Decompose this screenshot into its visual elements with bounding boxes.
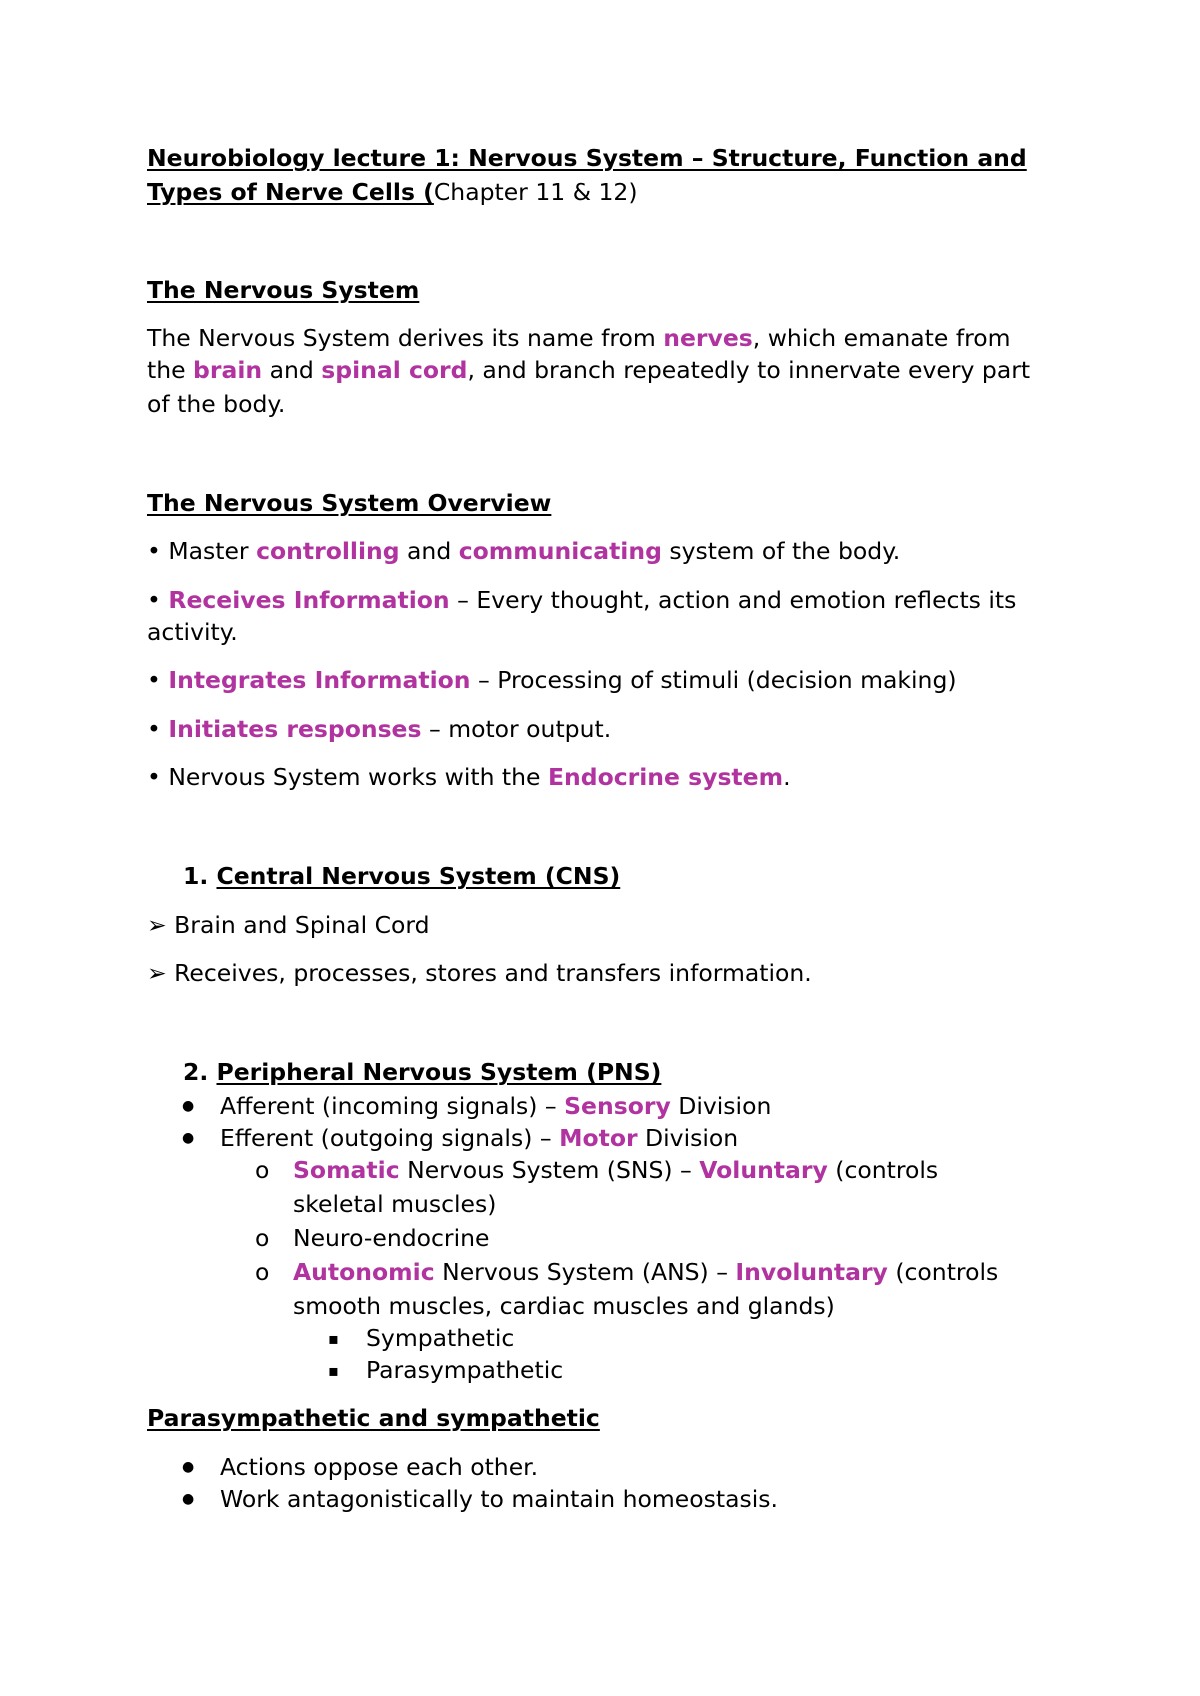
para-line-1 <box>147 322 1011 354</box>
heading-cns-text: Central Nervous System (CNS) <box>216 862 621 890</box>
text: Afferent (incoming signals) – <box>220 1092 565 1120</box>
para-sym-item-2: Work antagonistically to maintain homeostasis. <box>220 1485 778 1513</box>
text: and <box>262 356 322 384</box>
text: . <box>783 763 791 791</box>
text: The Nervous System derives its name from <box>147 324 664 352</box>
highlight-integrates-information: Integrates Information <box>168 666 471 694</box>
text: • Master <box>147 537 257 565</box>
para-line-3: of the body. <box>147 390 286 418</box>
highlight-nerves: nerves <box>663 324 753 352</box>
text: the <box>147 356 194 384</box>
overview-bullet-2 <box>147 584 1016 616</box>
pns-somatic-cont: skeletal muscles) <box>293 1190 497 1218</box>
bullet-dot-icon: ● <box>182 1098 195 1114</box>
pns-neuro-endocrine: Neuro-endocrine <box>293 1224 490 1252</box>
text: and <box>399 537 459 565</box>
overview-bullet-3 <box>147 664 957 696</box>
bullet-circle-icon: o <box>255 1224 270 1252</box>
text: • <box>147 666 169 694</box>
text: Nervous System (SNS) – <box>399 1156 700 1184</box>
highlight-autonomic: Autonomic <box>293 1258 435 1286</box>
text: • <box>147 715 169 743</box>
text: , and branch repeatedly to innervate every part <box>467 356 1031 384</box>
bullet-circle-icon: o <box>255 1258 270 1286</box>
heading-pns <box>183 1056 661 1088</box>
title-line-1: Neurobiology lecture 1: Nervous System – Structure, Function and <box>147 144 1027 172</box>
highlight-sensory: Sensory <box>564 1092 671 1120</box>
text: Division <box>670 1092 772 1120</box>
highlight-involuntary: Involuntary <box>735 1258 888 1286</box>
heading-para-sym: Parasympathetic and sympathetic <box>147 1404 600 1432</box>
highlight-communicating: communicating <box>458 537 662 565</box>
text: system of the body. <box>661 537 901 565</box>
highlight-somatic: Somatic <box>293 1156 400 1184</box>
highlight-voluntary: Voluntary <box>699 1156 828 1184</box>
highlight-receives-information: Receives Information <box>168 586 450 614</box>
text: (controls <box>827 1156 939 1184</box>
bullet-square-icon: ▪ <box>328 1329 339 1348</box>
highlight-controlling: controlling <box>256 537 400 565</box>
bullet-dot-icon: ● <box>182 1491 195 1507</box>
text: • Nervous System works with the <box>147 763 548 791</box>
highlight-endocrine-system: Endocrine system <box>547 763 784 791</box>
overview-bullet-4 <box>147 713 611 745</box>
pns-autonomic-cont: smooth muscles, cardiac muscles and glands) <box>293 1292 835 1320</box>
cns-item-1: ➢ Brain and Spinal Cord <box>147 911 430 939</box>
highlight-spinal-cord: spinal cord <box>321 356 468 384</box>
pns-autonomic <box>293 1256 998 1288</box>
title-chapter-ref: Chapter 11 & 12) <box>433 178 638 206</box>
bullet-dot-icon: ● <box>182 1459 195 1475</box>
title-underlined-part: Types of Nerve Cells ( <box>147 178 434 206</box>
section-number: 1. <box>183 862 217 890</box>
text: • <box>147 586 169 614</box>
highlight-initiates-responses: Initiates responses <box>168 715 422 743</box>
text: – Every thought, action and emotion reflects its <box>449 586 1017 614</box>
pns-parasympathetic: Parasympathetic <box>366 1356 564 1384</box>
overview-bullet-2-cont: activity. <box>147 618 238 646</box>
bullet-dot-icon: ● <box>182 1130 195 1146</box>
pns-afferent <box>220 1090 771 1122</box>
pns-somatic <box>293 1154 938 1186</box>
heading-pns-text: Peripheral Nervous System (PNS) <box>216 1058 662 1086</box>
highlight-brain: brain <box>193 356 263 384</box>
para-sym-item-1: Actions oppose each other. <box>220 1453 539 1481</box>
text: Division <box>637 1124 739 1152</box>
heading-overview: The Nervous System Overview <box>147 489 552 517</box>
highlight-motor: Motor <box>559 1124 638 1152</box>
text: Efferent (outgoing signals) – <box>220 1124 560 1152</box>
title-line-2 <box>147 176 638 208</box>
text: , which emanate from <box>752 324 1011 352</box>
bullet-square-icon: ▪ <box>328 1361 339 1380</box>
text: – Processing of stimuli (decision making) <box>470 666 957 694</box>
text: Nervous System (ANS) – <box>434 1258 736 1286</box>
overview-bullet-1 <box>147 535 900 567</box>
heading-cns <box>183 860 620 892</box>
text: – motor output. <box>421 715 612 743</box>
heading-nervous-system: The Nervous System <box>147 276 420 304</box>
pns-efferent <box>220 1122 738 1154</box>
overview-bullet-5 <box>147 761 791 793</box>
text: (controls <box>887 1258 999 1286</box>
para-line-2 <box>147 354 1030 386</box>
bullet-circle-icon: o <box>255 1156 270 1184</box>
cns-item-2: ➢ Receives, processes, stores and transfers information. <box>147 959 812 987</box>
section-number: 2. <box>183 1058 217 1086</box>
pns-sympathetic: Sympathetic <box>366 1324 515 1352</box>
